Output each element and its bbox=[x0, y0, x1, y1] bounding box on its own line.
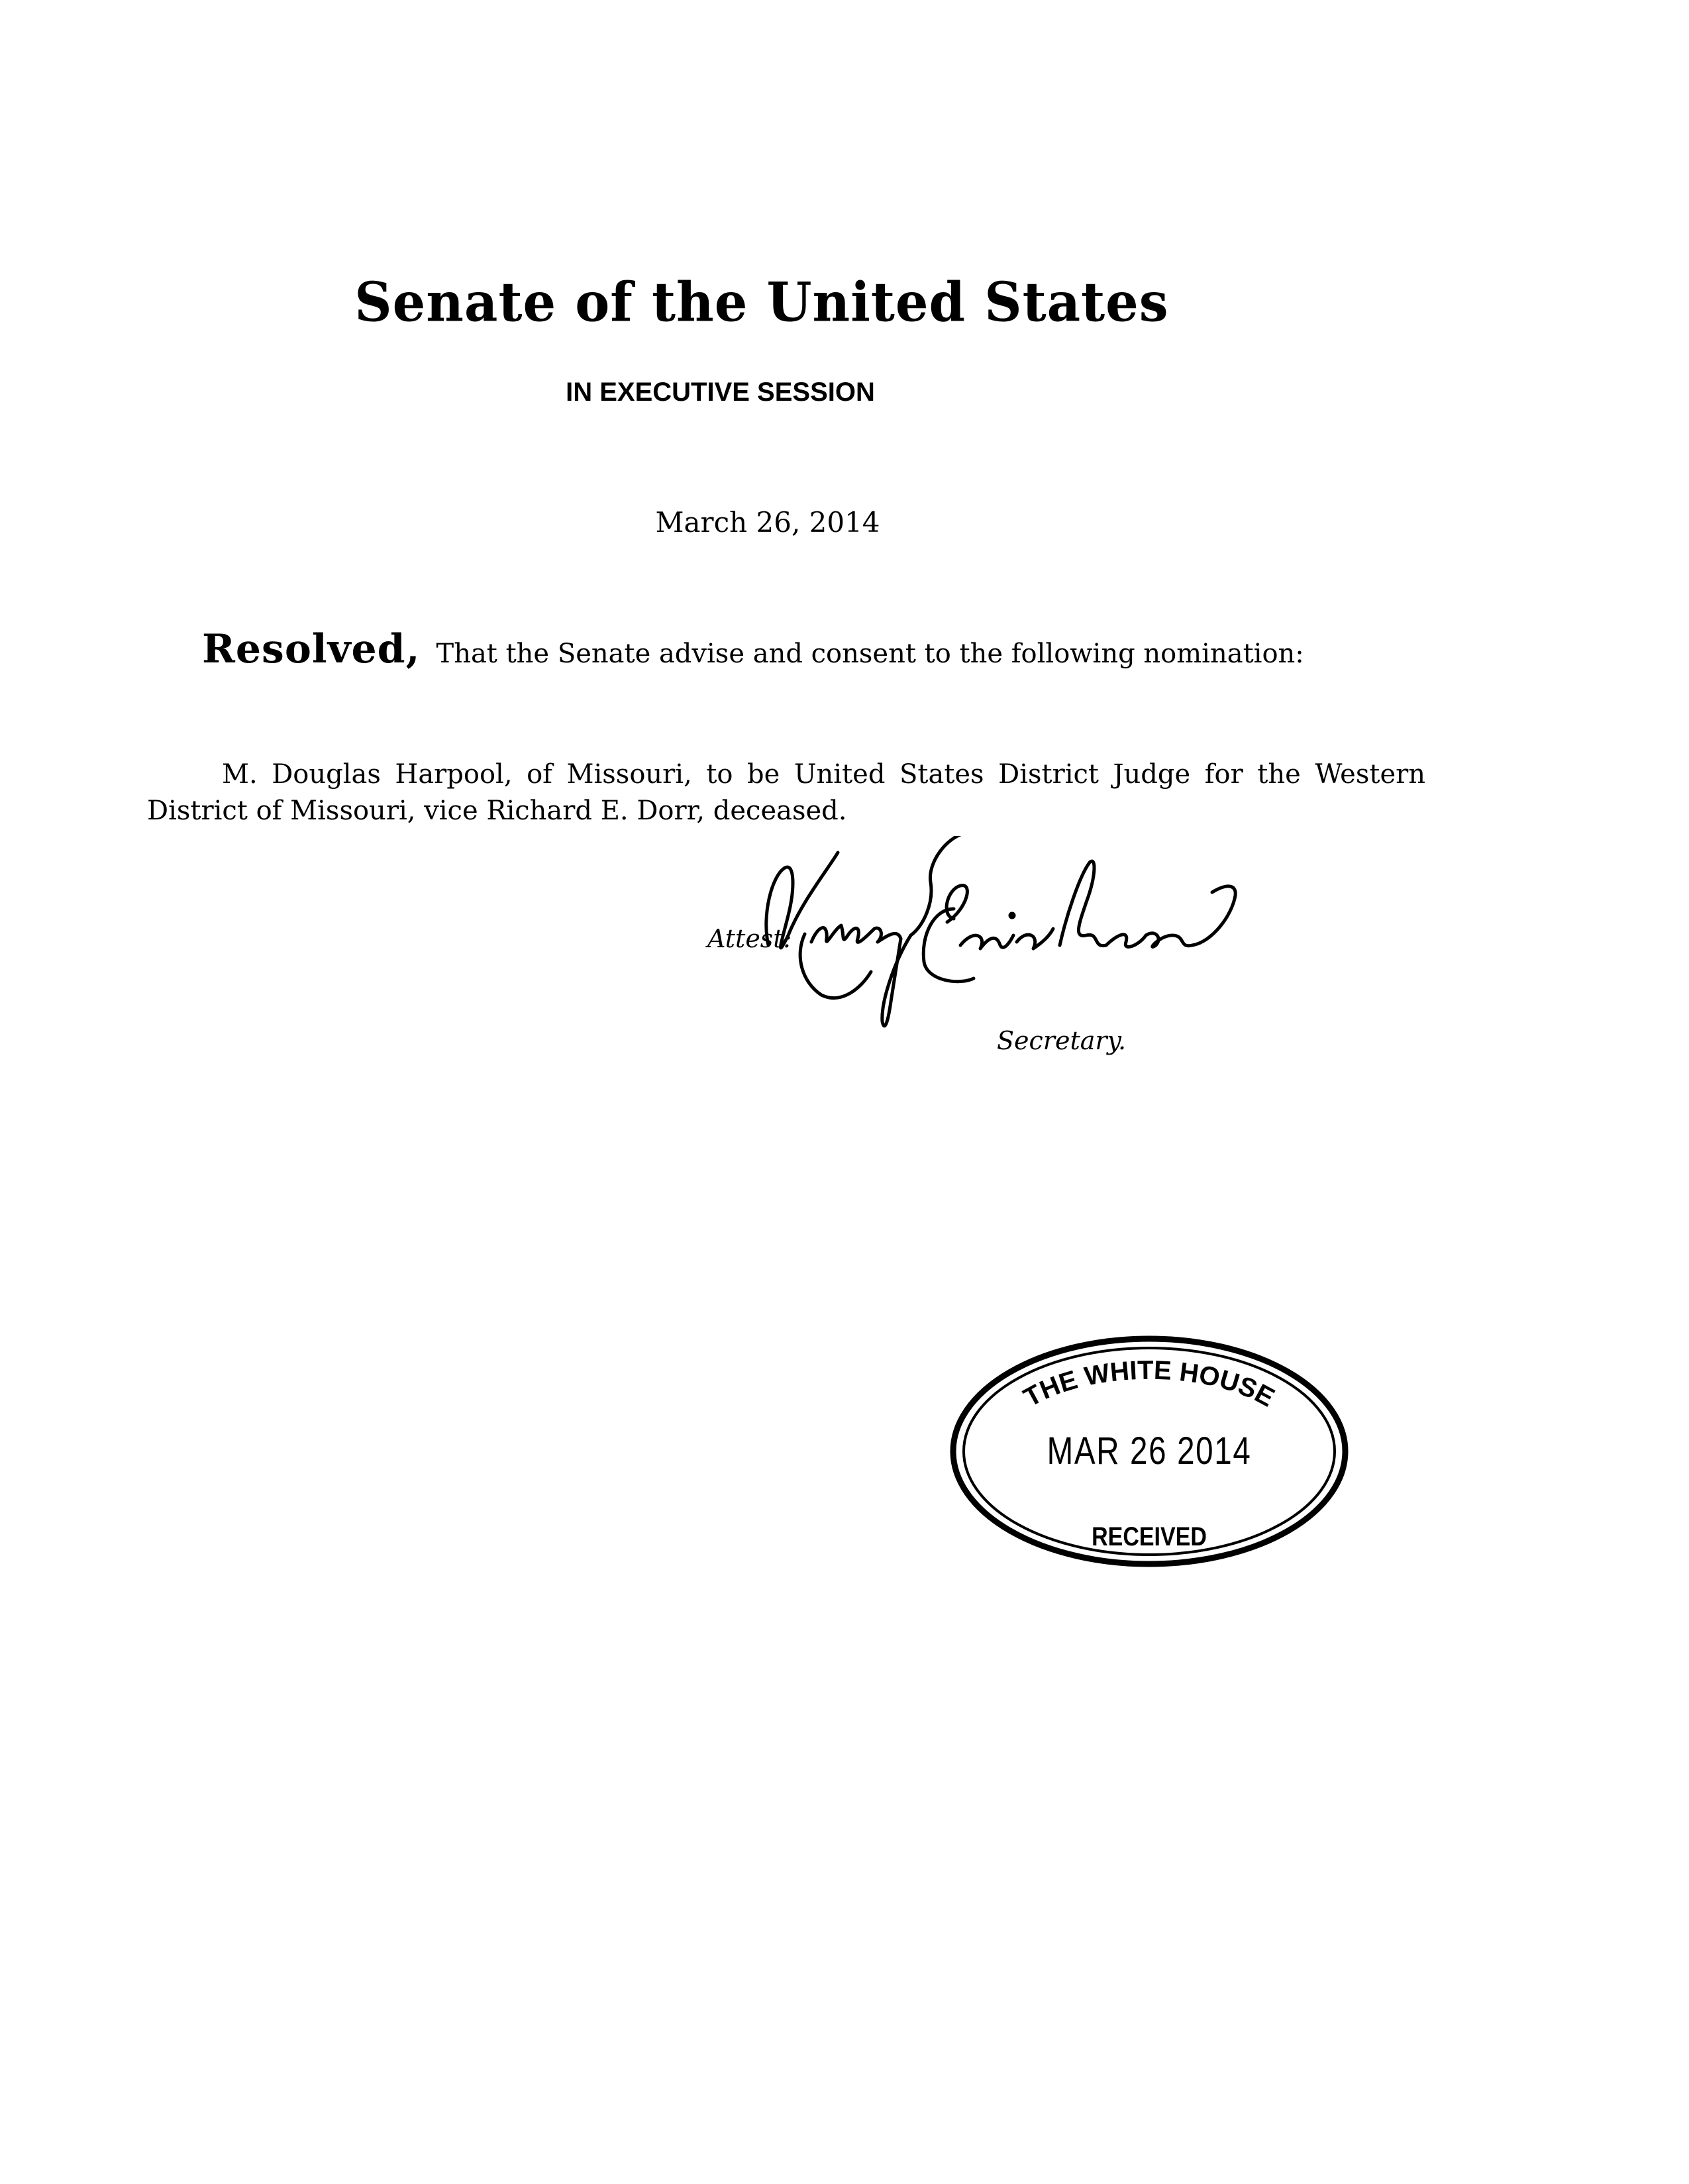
signature-stroke bbox=[1192, 886, 1235, 945]
signature bbox=[748, 836, 1431, 1048]
stamp-date: MAR 26 2014 bbox=[1047, 1430, 1252, 1473]
resolution-line bbox=[202, 626, 1304, 672]
white-house-received-stamp bbox=[947, 1331, 1351, 1571]
resolved-word: Resolved, bbox=[202, 626, 421, 672]
resolution-text: That the Senate advise and consent to the following nomination: bbox=[436, 639, 1304, 669]
document-title: Senate of the United States bbox=[354, 270, 1169, 335]
document-date: March 26, 2014 bbox=[655, 506, 880, 539]
signature-stroke bbox=[1017, 929, 1053, 949]
attest-label: Attest: bbox=[707, 924, 792, 953]
stamp-top-text bbox=[1019, 1356, 1279, 1413]
signature-stroke bbox=[1106, 933, 1192, 947]
signature-stroke bbox=[800, 934, 871, 998]
signature-stroke bbox=[878, 933, 911, 1025]
stamp-received-text: RECEIVED bbox=[1092, 1522, 1207, 1551]
session-heading: IN EXECUTIVE SESSION bbox=[566, 378, 875, 407]
signature-stroke bbox=[960, 935, 1013, 949]
signature-stroke bbox=[947, 886, 967, 922]
signature-stroke bbox=[811, 925, 881, 942]
signature-stroke bbox=[1060, 861, 1106, 946]
signature-dot bbox=[1010, 913, 1014, 917]
stamp-top-text-path: THE WHITE HOUSE bbox=[1019, 1355, 1280, 1413]
secretary-title: Secretary. bbox=[997, 1026, 1127, 1055]
nomination-paragraph: M. Douglas Harpool, of Missouri, to be United States District Judge for the Western District of Missouri, vice Richard E. Dorr, deceased. bbox=[147, 759, 1425, 826]
